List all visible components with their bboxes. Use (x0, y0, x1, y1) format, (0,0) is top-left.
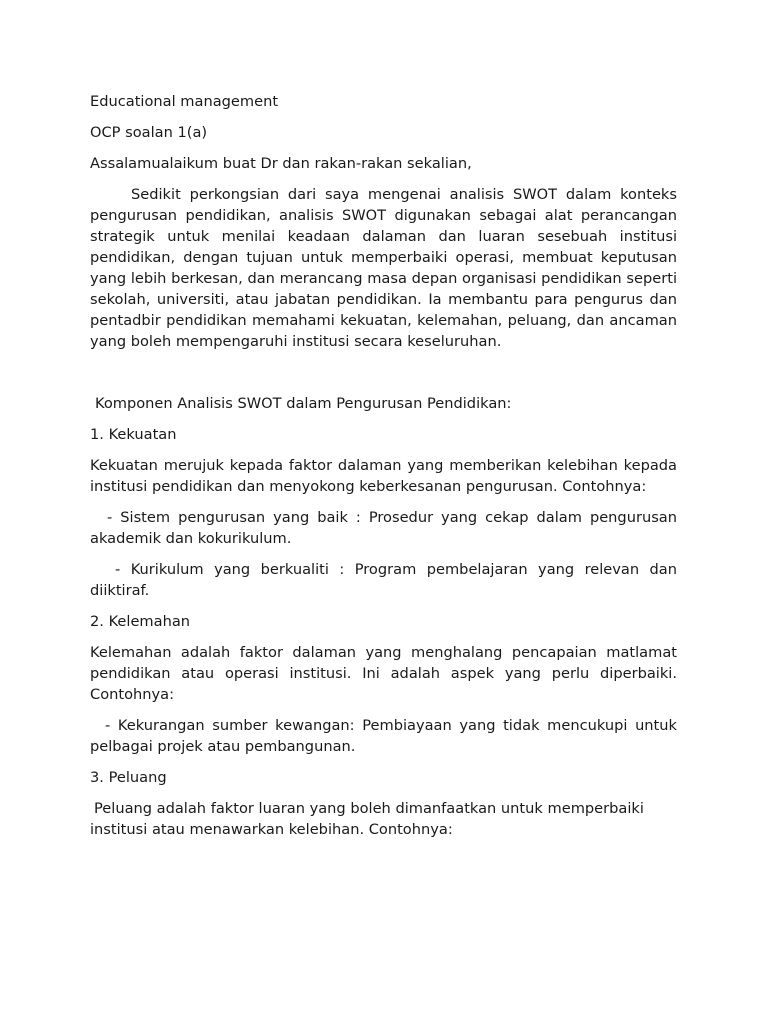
document-page (90, 91, 677, 850)
spacer (90, 362, 677, 393)
bullet-item: - Kurikulum yang berkualiti : Program pembelajaran yang relevan dan diiktiraf. (90, 561, 677, 599)
section-body-kekuatan: Kekuatan merujuk kepada faktor dalaman yang memberikan kelebihan kepada institusi pendidikan dan menyokong keberkesanan pengurusan. Contohnya: (90, 457, 677, 495)
greeting: Assalamualaikum buat Dr dan rakan-rakan sekalian, (90, 155, 472, 172)
document-subtitle: OCP soalan 1(a) (90, 124, 208, 141)
intro-paragraph: Sedikit perkongsian dari saya mengenai analisis SWOT dalam konteks pengurusan pendidikan, analisis SWOT digunakan sebagai alat perancangan strategik untuk menilai keadaan dalaman dan luaran sesebuah institusi pendidikan, dengan tujuan untuk memperbaiki operasi, membuat keputusan yang lebih berkesan, dan merancang masa depan organisasi pendidikan seperti sekolah, universiti, atau jabatan pendidikan. Ia membantu para pengurus dan pentadbir pendidikan memahami kekuatan, kelemahan, peluang, dan ancaman yang boleh mempengaruhi institusi secara keseluruhan. (90, 186, 677, 350)
section-heading-peluang: 3. Peluang (90, 769, 167, 786)
document-title: Educational management (90, 93, 279, 110)
section-body-peluang: Peluang adalah faktor luaran yang boleh dimanfaatkan untuk memperbaiki institusi atau menawarkan kelebihan. Contohnya: (90, 800, 644, 838)
section-heading-kelemahan: 2. Kelemahan (90, 613, 191, 630)
bullet-item: - Sistem pengurusan yang baik : Prosedur yang cekap dalam pengurusan akademik dan kokurikulum. (90, 509, 677, 547)
components-heading: Komponen Analisis SWOT dalam Pengurusan Pendidikan: (95, 395, 512, 412)
bullet-item: - Kekurangan sumber kewangan: Pembiayaan yang tidak mencukupi untuk pelbagai projek atau pembangunan. (90, 717, 677, 755)
section-body-kelemahan: Kelemahan adalah faktor dalaman yang menghalang pencapaian matlamat pendidikan atau operasi institusi. Ini adalah aspek yang perlu diperbaiki. Contohnya: (90, 644, 677, 703)
section-heading-kekuatan: 1. Kekuatan (90, 426, 177, 443)
